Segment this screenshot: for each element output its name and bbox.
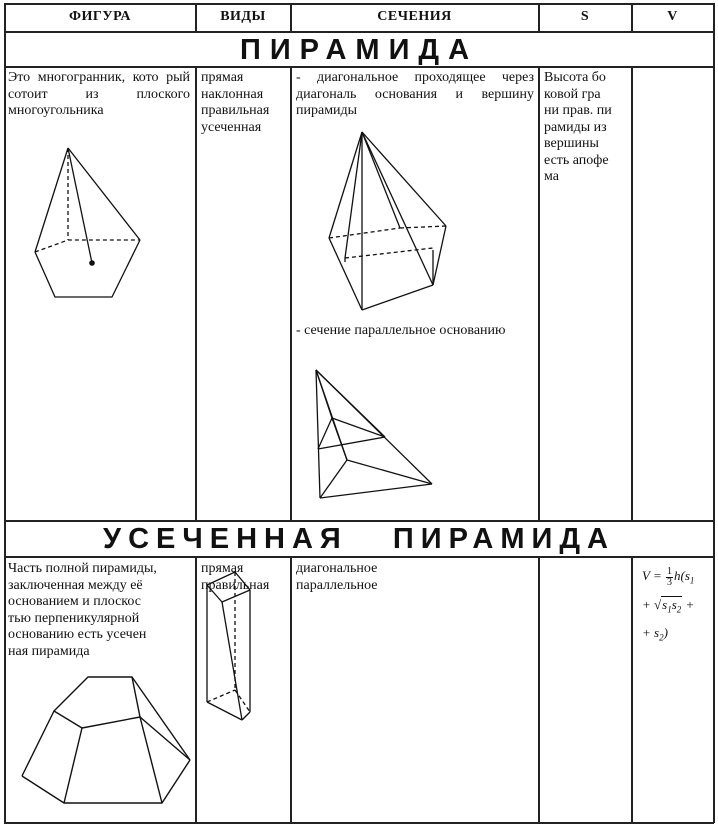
pyramid-diagonal-section-text: - диагональное проходящее через диагональ основания и вершину пирамиды bbox=[296, 70, 534, 118]
area-line: есть апофе bbox=[544, 152, 609, 168]
formula-fraction bbox=[666, 567, 673, 588]
col-header-volume: V bbox=[667, 9, 678, 24]
definition-line: заключенная между её bbox=[8, 577, 143, 593]
type-item: усеченная bbox=[201, 119, 262, 135]
pyramid-parallel-section-text: - сечение параллельное основанию bbox=[296, 323, 506, 338]
area-line: ковой гра bbox=[544, 86, 601, 102]
formula-plus: + bbox=[642, 596, 651, 612]
area-line: вершины bbox=[544, 136, 599, 151]
formula-plus: + bbox=[685, 596, 695, 612]
sqrt-term: s bbox=[671, 596, 677, 612]
section-line: параллельное bbox=[296, 577, 378, 593]
sqrt-term: s bbox=[662, 596, 668, 612]
formula-term: + s bbox=[642, 625, 660, 641]
formula-term: h(s bbox=[673, 568, 690, 583]
truncated-pyramid-sections bbox=[296, 561, 534, 594]
type-item: правильная bbox=[201, 577, 270, 593]
formula-subscript: 2 bbox=[659, 632, 664, 643]
fraction-numerator: 1 bbox=[666, 565, 672, 577]
formula-close: ) bbox=[663, 625, 668, 641]
sqrt-sub: 1 bbox=[667, 604, 672, 615]
sqrt-sub: 2 bbox=[676, 604, 682, 615]
truncated-pyramid-definition bbox=[8, 561, 194, 660]
formula-sqrt bbox=[661, 596, 682, 615]
formula-line-3 bbox=[642, 621, 714, 650]
section-line: диагональное bbox=[296, 561, 378, 576]
formula-line-1 bbox=[642, 564, 714, 593]
formula-subscript: 1 bbox=[689, 575, 695, 586]
col-header-sections: СЕЧЕНИЯ bbox=[377, 9, 452, 24]
formula-lhs: V = bbox=[642, 568, 662, 583]
col-header-figure: ФИГУРА bbox=[69, 9, 131, 24]
type-item: прямая bbox=[201, 561, 244, 576]
area-line: рамиды из bbox=[544, 119, 607, 135]
section-title-pyramid: ПИРАМИДА bbox=[239, 34, 479, 66]
truncated-pyramid-volume-formula bbox=[642, 564, 714, 650]
area-line: Высота бо bbox=[544, 70, 606, 85]
definition-line: ная пирамида bbox=[8, 643, 90, 659]
fraction-denominator: 3 bbox=[666, 576, 672, 588]
type-item: прямая bbox=[201, 70, 244, 85]
definition-line: Часть полной пирамиды, bbox=[8, 561, 157, 576]
area-line: ни прав. пи bbox=[544, 103, 612, 118]
section-title-truncated-pyramid: УСЕЧЕННАЯ ПИРАМИДА bbox=[103, 523, 615, 555]
definition-line: тью перпеникулярной bbox=[8, 610, 140, 626]
pyramid-definition: Это многогранник, кото рый сотоит из плоского многоугольника bbox=[8, 70, 190, 118]
col-header-area: S bbox=[580, 9, 590, 24]
formula-line-2: + $√s_1s_2$ + bbox=[642, 596, 695, 615]
definition-line: основанием и плоскос bbox=[8, 594, 141, 609]
type-item: наклонная bbox=[201, 86, 264, 102]
area-line: ма bbox=[544, 169, 559, 184]
type-item: правильная bbox=[201, 103, 270, 118]
definition-line: основанию есть усечен bbox=[8, 627, 147, 642]
truncated-pyramid-types bbox=[201, 561, 287, 594]
col-header-types: ВИДЫ bbox=[220, 9, 266, 24]
